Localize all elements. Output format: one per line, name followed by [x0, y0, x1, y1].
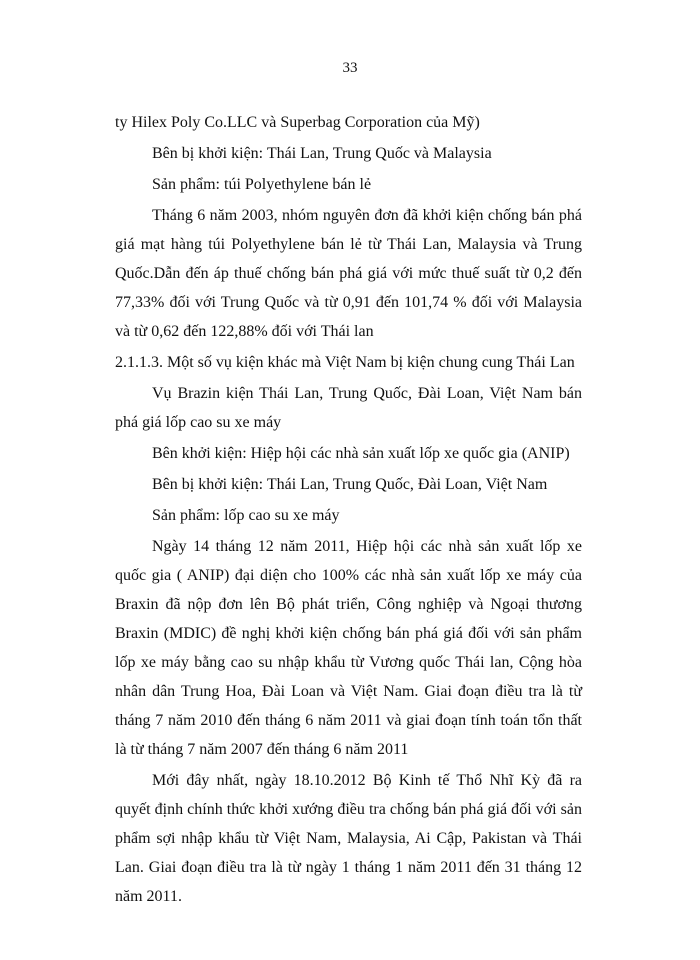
paragraph-case-title: Vụ Brazin kiện Thái Lan, Trung Quốc, Đài Loan, Việt Nam bán phá giá lốp cao su xe máy [115, 385, 582, 431]
paragraph-product-2: Sản phẩm: lốp cao su xe máy [152, 507, 340, 524]
page-body [115, 108, 582, 913]
paragraph-case-summary: Tháng 6 năm 2003, nhóm nguyên đơn đã khởi kiện chống bán phá giá mạt hàng túi Polyethylene bán lẻ từ Thái Lan, Malaysia và Trung Quốc.Dẫn đến áp thuế chống bán phá giá với mức thuế suất từ 0,2 đến 77,33% đối với Trung Quốc và từ 0,91 đến 101,74 % đối với Malaysia và từ 0,62 đến 122,88% đối với Thái lan [115, 207, 582, 340]
paragraph-continuation: ty Hilex Poly Co.LLC và Superbag Corporation của Mỹ) [115, 114, 480, 131]
paragraph-respondents: Bên bị khởi kiện: Thái Lan, Trung Quốc và Malaysia [152, 145, 492, 162]
paragraph-product: Sản phẩm: túi Polyethylene bán lẻ [152, 176, 372, 193]
paragraph-respondents-2: Bên bị khởi kiện: Thái Lan, Trung Quốc, Đài Loan, Việt Nam [152, 476, 548, 493]
page-number: 33 [342, 60, 358, 76]
paragraph-case-details: Ngày 14 tháng 12 năm 2011, Hiệp hội các nhà sản xuất lốp xe quốc gia ( ANIP) đại diện cho 100% các nhà sản xuất lốp xe máy của Braxin đã nộp đơn lên Bộ phát triển, Công nghiệp và Ngoại thương Braxin (MDIC) đề nghị khởi kiện chống bán phá giá đối với sản phẩm lốp xe máy bằng cao su nhập khẩu từ Vương quốc Thái lan, Cộng hòa nhân dân Trung Hoa, Đài Loan và Việt Nam. Giai đoạn điều tra là từ tháng 7 năm 2010 đến tháng 6 năm 2011 và giai đoạn tính toán tổn thất là từ tháng 7 năm 2007 đến tháng 6 năm 2011 [115, 538, 582, 758]
section-heading: 2.1.1.3. Một số vụ kiện khác mà Việt Nam bị kiện chung cung Thái Lan [115, 354, 575, 371]
paragraph-petitioner: Bên khởi kiện: Hiệp hội các nhà sản xuất lốp xe quốc gia (ANIP) [152, 445, 570, 462]
paragraph-latest-case: Mới đây nhất, ngày 18.10.2012 Bộ Kinh tế Thổ Nhĩ Kỳ đã ra quyết định chính thức khởi xướng điều tra chống bán phá giá đối với sản phẩm sợi nhập khẩu từ Việt Nam, Malaysia, Ai Cập, Pakistan và Thái Lan. Giai đoạn điều tra là từ ngày 1 tháng 1 năm 2011 đến 31 tháng 12 năm 2011. [115, 772, 582, 905]
